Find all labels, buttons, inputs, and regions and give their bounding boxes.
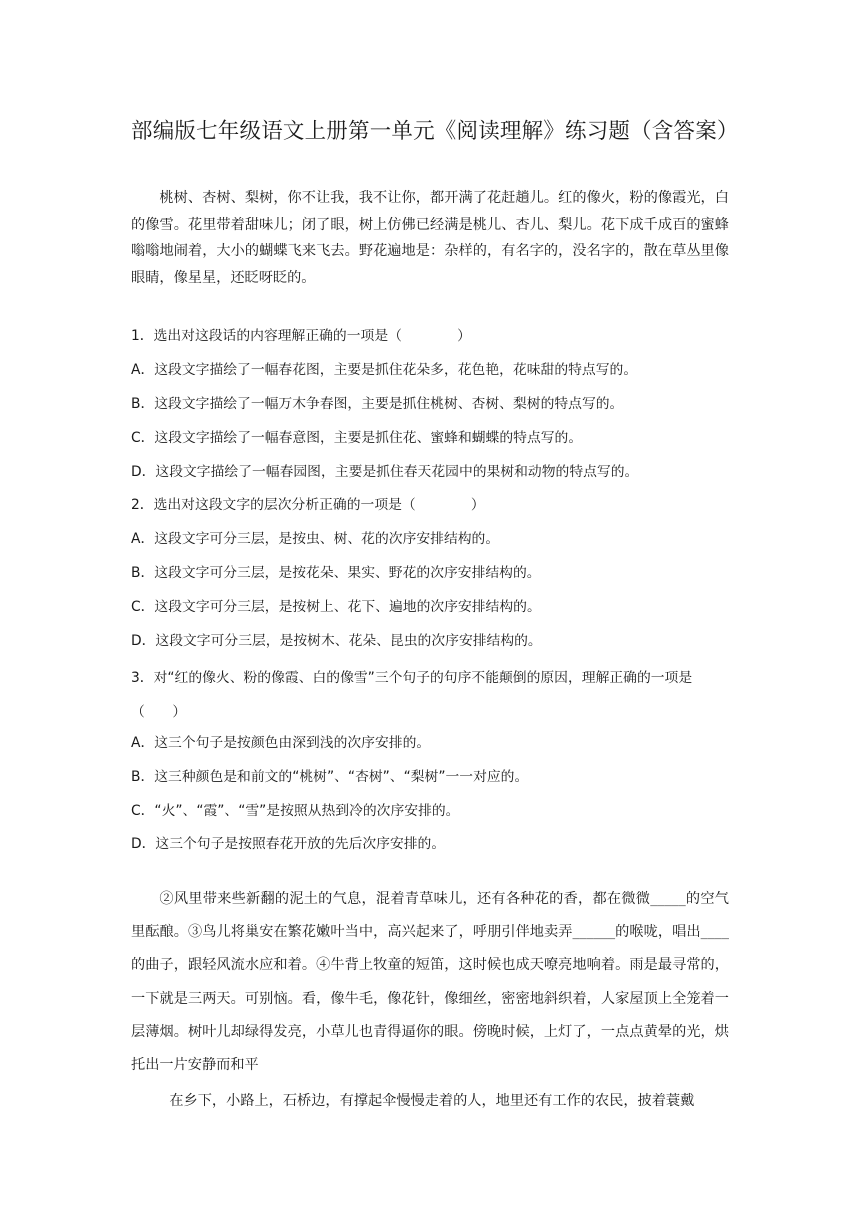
reading-passage-1	[131, 185, 729, 291]
reading-passage-2	[131, 883, 729, 1082]
question-1-option-d: D．这段文字描绘了一幅春园图，主要是抓住春天花园中的果树和动物的特点写的。	[131, 463, 639, 480]
question-1-option-b: B．这段文字描绘了一幅万木争春图，主要是抓住桃树、杏树、梨树的特点写的。	[131, 395, 624, 412]
question-1-option-a: A．这段文字描绘了一幅春花图，主要是抓住花朵多，花色艳，花味甜的特点写的。	[131, 361, 638, 378]
question-3-option-a: A．这三个句子是按颜色由深到浅的次序安排的。	[131, 734, 431, 751]
question-2-option-a: A．这段文字可分三层，是按虫、树、花的次序安排结构的。	[131, 531, 500, 548]
question-1-stem: 1．选出对这段话的内容理解正确的一项是（ ）	[131, 328, 471, 344]
question-2-option-b: B．这段文字可分三层，是按花朵、果实、野花的次序安排结构的。	[131, 565, 541, 582]
reading-passage-3	[131, 1086, 729, 1116]
question-3-option-d: D．这三个句子是按照春花开放的先后次序安排的。	[131, 836, 446, 853]
document-title: 部编版七年级语文上册第一单元《阅读理解》练习题（含答案）	[131, 119, 739, 144]
passage-3-text: 在乡下，小路上，石桥边，有撑起伞慢慢走着的人，地里还有工作的农民，披着蓑戴	[169, 1093, 695, 1109]
question-2-option-d: D．这段文字可分三层，是按树木、花朵、昆虫的次序安排结构的。	[131, 633, 542, 650]
passage-2-text: ②风里带来些新翻的泥土的气息，混着青草味儿，还有各种花的香，都在微微_____的空气里酝酿。③鸟儿将巢安在繁花嫩叶当中，高兴起来了，呼朋引伴地卖弄______的喉咙，唱出____的曲子，跟轻风流水应和着。④牛背上牧童的短笛，这时候也成天嘹亮地响着。雨是最寻常的，一下就是三两天。可别恼。看，像牛毛，像花针，像细丝，密密地斜织着，人家屋顶上全笼着一层薄烟。树叶儿却绿得发亮，小草儿也青得逼你的眼。傍晚时候，上灯了，一点点黄晕的光，烘托出一片安静而和平	[131, 891, 729, 1074]
question-3-option-c: C．“火”、“霞”、“雪”是按照从热到冷的次序安排的。	[131, 802, 460, 819]
question-1-option-c: C．这段文字描绘了一幅春意图，主要是抓住花、蜜蜂和蝴蝶的特点写的。	[131, 429, 583, 446]
passage-1-text: 桃树、杏树、梨树，你不让我，我不让你，都开满了花赶趟儿。红的像火，粉的像霞光，白的像雪。花里带着甜味儿；闭了眼，树上仿佛已经满是桃儿、杏儿、梨儿。花下成千成百的蜜蜂嗡嗡地闹着，大小的蝴蝶飞来飞去。野花遍地是：杂样的，有名字的，没名字的，散在草丛里像眼睛，像星星，还眨呀眨的。	[131, 190, 729, 286]
question-2-stem: 2．选出对这段文字的层次分析正确的一项是（ ）	[131, 497, 485, 514]
question-2-option-c: C．这段文字可分三层，是按树上、花下、遍地的次序安排结构的。	[131, 599, 541, 616]
question-list	[131, 323, 729, 865]
question-3-stem: 3．对“红的像火、粉的像霞、白的像雪”三个句子的句序不能颠倒的原因，理解正确的一项是（ ）	[131, 669, 693, 720]
question-3-option-b: B．这三种颜色是和前文的“桃树”、“杏树”、“梨树”一一对应的。	[131, 768, 529, 785]
